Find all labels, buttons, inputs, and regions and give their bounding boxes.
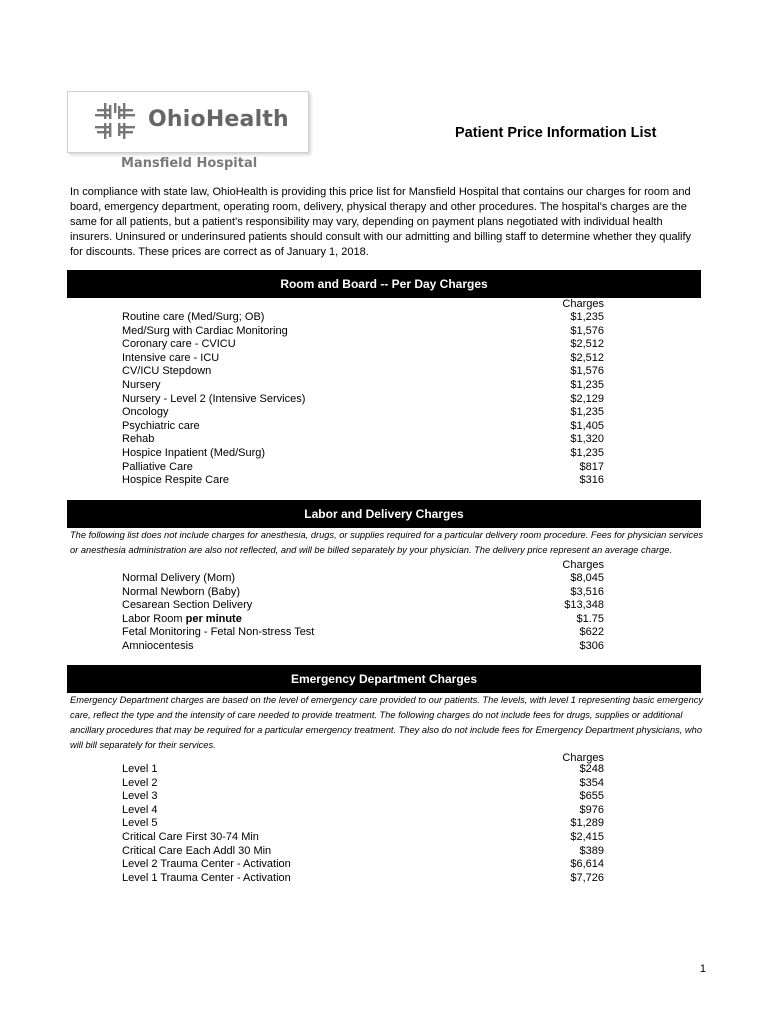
row-label: Cesarean Section Delivery xyxy=(122,599,253,612)
emergency-dept-list xyxy=(122,763,604,885)
table-row xyxy=(122,845,604,859)
row-price: $7,726 xyxy=(570,871,604,884)
page-title: Patient Price Information List xyxy=(455,125,657,141)
row-label xyxy=(122,613,242,627)
table-row xyxy=(122,365,604,379)
row-price: $817 xyxy=(579,460,604,473)
row-label: Level 2 xyxy=(122,776,158,789)
row-price: $1,235 xyxy=(570,406,604,419)
table-row xyxy=(122,858,604,872)
table-row xyxy=(122,393,604,407)
row-label: Level 5 xyxy=(122,817,158,830)
ohiohealth-mark-icon xyxy=(95,103,135,139)
labor-delivery-header: Labor and Delivery Charges xyxy=(67,500,701,528)
table-row xyxy=(122,406,604,420)
table-row xyxy=(122,352,604,366)
row-price: $1,320 xyxy=(570,433,604,446)
row-label: Rehab xyxy=(122,433,155,446)
table-row xyxy=(122,474,604,488)
row-price: $8,045 xyxy=(570,572,604,584)
table-row xyxy=(122,817,604,831)
table-row xyxy=(122,790,604,804)
table-row xyxy=(122,763,604,777)
row-price: $1,235 xyxy=(570,311,604,323)
row-price: $1,235 xyxy=(570,378,604,391)
labor-delivery-note: The following list does not include charges for anesthesia, drugs, or supplies required for a particular delivery room procedure. Fees for physician services or anesthesia administration are also not reflected, and will be billed separately by your physician. The delivery price represent an average charge. xyxy=(70,530,704,555)
row-price: $622 xyxy=(579,626,604,639)
table-row xyxy=(122,338,604,352)
room-board-list xyxy=(122,311,604,488)
table-row xyxy=(122,804,604,818)
table-row xyxy=(122,626,604,640)
row-price: $2,129 xyxy=(570,392,604,405)
row-label: Critical Care First 30-74 Min xyxy=(122,830,259,843)
row-label: Amniocentesis xyxy=(122,639,194,652)
row-label: Level 1 Trauma Center - Activation xyxy=(122,871,291,884)
row-price: $2,512 xyxy=(570,338,604,351)
row-label: Level 1 xyxy=(122,763,158,775)
row-price: $2,512 xyxy=(570,351,604,364)
row-price: $2,415 xyxy=(570,830,604,843)
emergency-dept-note: Emergency Department charges are based on the level of emergency care provided to our patients. The levels, with level 1 representing basic emergency care, reflect the type and the intensity of care needed to provide treatment. The following charges do not include fees for drugs, supplies or additional ancillary procedures that may be required for a particular emergency treatment. They also do not include fees for Emergency Department physicians, who will bill separately for their services. xyxy=(70,695,704,750)
row-price: $316 xyxy=(579,474,604,487)
row-price: $1,289 xyxy=(570,817,604,830)
row-price: $976 xyxy=(579,803,604,816)
table-row xyxy=(122,420,604,434)
ed-charges-column-header: Charges xyxy=(562,752,604,764)
logo-brand: OhioHealth xyxy=(148,107,289,132)
table-row xyxy=(122,777,604,791)
row-price: $389 xyxy=(579,844,604,857)
row-label: Hospice Inpatient (Med/Surg) xyxy=(122,446,266,459)
row-price: $6,614 xyxy=(570,858,604,871)
row-label: Level 3 xyxy=(122,790,158,803)
row-price: $1,235 xyxy=(570,446,604,459)
table-row xyxy=(122,831,604,845)
ohiohealth-logo xyxy=(67,91,309,153)
row-price: $13,348 xyxy=(564,599,604,612)
row-label: Intensive care - ICU xyxy=(122,351,220,364)
row-label: Med/Surg with Cardiac Monitoring xyxy=(122,324,288,337)
table-row xyxy=(122,311,604,325)
row-label: Normal Delivery (Mom) xyxy=(122,572,236,584)
row-label-text: Labor Room xyxy=(122,612,183,625)
table-row xyxy=(122,447,604,461)
labor-delivery-list xyxy=(122,572,604,654)
row-price: $354 xyxy=(579,776,604,789)
table-row xyxy=(122,433,604,447)
row-price: $248 xyxy=(579,763,604,775)
row-price: $3,516 xyxy=(570,585,604,598)
row-label: Routine care (Med/Surg; OB) xyxy=(122,311,265,323)
intro-paragraph: In compliance with state law, OhioHealth is providing this price list for Mansfield Hospital that contains our charges for room and board, emergency department, operating room, delivery, physical therapy and other procedures. The hospital's charges are the same for all patients, but a patient's responsibility may vary, depending on payment plans negotiated with individual health insurers. Uninsured or underinsured patients should consult with our admitting and billing staff to determine whether they qualify for discounts. These prices are correct as of January 1, 2018. xyxy=(70,186,692,258)
row-price: $1,405 xyxy=(570,419,604,432)
table-row xyxy=(122,586,604,600)
logo-frame xyxy=(67,91,309,153)
row-label: Level 2 Trauma Center - Activation xyxy=(122,858,291,871)
row-label: CV/ICU Stepdown xyxy=(122,365,212,378)
table-row xyxy=(122,325,604,339)
row-price: $306 xyxy=(579,639,604,652)
row-label: Oncology xyxy=(122,406,169,419)
row-price: $1.75 xyxy=(576,612,604,625)
row-label-emphasis: per minute xyxy=(185,612,242,625)
room-charges-column-header: Charges xyxy=(562,298,604,310)
row-label: Palliative Care xyxy=(122,460,193,473)
logo-subtitle: Mansfield Hospital xyxy=(121,156,258,171)
row-price: $1,576 xyxy=(570,365,604,378)
table-row xyxy=(122,379,604,393)
row-label: Coronary care - CVICU xyxy=(122,338,236,351)
row-label: Psychiatric care xyxy=(122,419,200,432)
table-row xyxy=(122,640,604,654)
emergency-dept-header: Emergency Department Charges xyxy=(67,665,701,693)
table-row xyxy=(122,599,604,613)
row-label: Level 4 xyxy=(122,803,158,816)
room-board-header: Room and Board -- Per Day Charges xyxy=(67,270,701,298)
table-row xyxy=(122,461,604,475)
labor-charges-column-header: Charges xyxy=(562,559,604,571)
row-label: Nursery - Level 2 (Intensive Services) xyxy=(122,392,306,405)
row-label: Hospice Respite Care xyxy=(122,474,229,487)
row-price: $655 xyxy=(579,790,604,803)
table-row xyxy=(122,872,604,886)
row-price: $1,576 xyxy=(570,324,604,337)
row-label: Nursery xyxy=(122,378,161,391)
row-label: Critical Care Each Addl 30 Min xyxy=(122,844,272,857)
row-label: Fetal Monitoring - Fetal Non-stress Test xyxy=(122,626,315,639)
table-row xyxy=(122,572,604,586)
page-number: 1 xyxy=(699,963,706,975)
table-row xyxy=(122,613,604,627)
row-label: Normal Newborn (Baby) xyxy=(122,585,240,598)
